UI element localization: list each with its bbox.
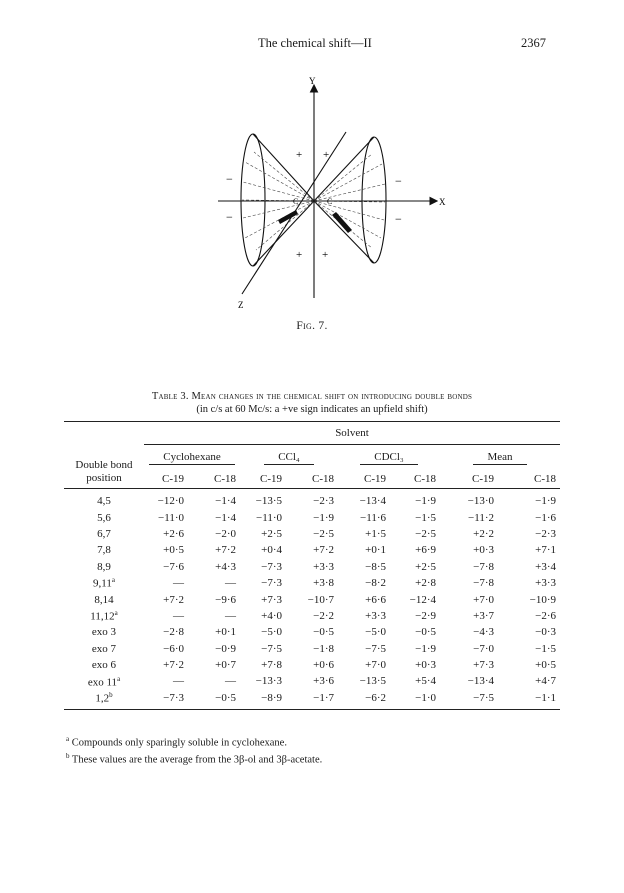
shift-value: — [225, 675, 236, 688]
shift-value: +0·5 [535, 659, 556, 672]
shift-value: −1·5 [415, 511, 436, 524]
shift-value: −10·9 [529, 593, 556, 606]
shift-value: +3·3 [313, 560, 334, 573]
shift-value: −1·9 [415, 495, 436, 508]
table-row [64, 542, 560, 558]
double-bond-position: 7,8 [97, 544, 111, 557]
footnote-b: $^b$ These values are the average from the 3β-ol and 3β-acetate. [66, 751, 323, 765]
shift-value: −2·5 [313, 527, 334, 540]
shift-value: −7·6 [163, 560, 184, 573]
shift-value: +3·4 [535, 560, 556, 573]
figure-caption: Fig. 7. [296, 320, 328, 332]
table-caption [0, 390, 624, 416]
table-caption-subtitle: (in c/s at 60 Mc/s: a +ve sign indicates an upfield shift) [196, 404, 428, 415]
sign-left-upper: − [226, 172, 233, 186]
shift-value: — [225, 609, 236, 622]
chemical-shift-table [64, 421, 560, 710]
table-row [64, 641, 560, 657]
shift-value: +5·4 [415, 675, 436, 688]
shift-value: +7·8 [261, 659, 282, 672]
running-title: The chemical shift—II [258, 36, 372, 50]
table-row [64, 673, 560, 689]
subcol-header: C-18 [534, 473, 556, 485]
subcol-header: C-18 [214, 473, 236, 485]
page-number: 2367 [521, 36, 546, 50]
shift-value: −7·8 [473, 560, 494, 573]
shift-value: −5·0 [365, 626, 386, 639]
shift-value: +0·5 [163, 544, 184, 557]
shift-value: −7·3 [261, 560, 282, 573]
shift-value: −2·5 [415, 527, 436, 540]
table-row [64, 509, 560, 525]
double-bond-position: 6,7 [97, 527, 111, 540]
shift-value: −1·1 [535, 691, 556, 704]
shift-value: −11·2 [468, 511, 494, 524]
sign-upper-left: + [296, 149, 303, 161]
double-bond-position: 1,2$^b$ [95, 691, 113, 705]
table-row [64, 690, 560, 710]
shift-value: +0·7 [215, 659, 236, 672]
shift-value: −2·3 [313, 495, 334, 508]
shift-value: −1·9 [535, 495, 556, 508]
shift-value: +0·1 [365, 544, 386, 557]
subcol-header: C-19 [260, 473, 282, 485]
shift-value: −11·0 [158, 511, 184, 524]
table-caption-title: Table 3. Mean changes in the chemical shift on introducing double bonds [151, 391, 473, 402]
shift-value: +6·6 [365, 593, 386, 606]
shift-value: +4·0 [261, 609, 282, 622]
sign-lower-right: + [322, 249, 329, 261]
solvent-header: Solvent [144, 422, 560, 445]
footnote-mark: a [117, 674, 121, 683]
shift-value: +0·3 [415, 659, 436, 672]
footnote-mark: a [114, 609, 118, 618]
shift-value: −13·0 [467, 495, 494, 508]
shift-value: −4·3 [473, 626, 494, 639]
shift-value: +2·8 [415, 577, 436, 590]
subcol-header: C-19 [472, 473, 494, 485]
footnote-mark: a [111, 576, 115, 585]
shift-value: +0·4 [261, 544, 282, 557]
table-row [64, 575, 560, 591]
subcol-header: C-18 [312, 473, 334, 485]
footnotes [66, 733, 546, 766]
shift-value: −2·8 [163, 626, 184, 639]
shift-value: +7·2 [215, 544, 236, 557]
shift-value: −10·7 [307, 593, 334, 606]
position-header-line2: position [86, 472, 122, 484]
shift-value: +3·8 [313, 577, 334, 590]
shift-value: −7·0 [473, 642, 494, 655]
table-row [64, 608, 560, 624]
shift-value: +2·5 [415, 560, 436, 573]
sign-right-lower: − [395, 212, 402, 226]
shift-value: +7·3 [261, 593, 282, 606]
shift-value: −7·5 [473, 691, 494, 704]
shift-value: −7·3 [261, 577, 282, 590]
shift-value: — [173, 609, 184, 622]
table-row [64, 489, 560, 510]
shift-value: +2·2 [473, 527, 494, 540]
shift-value: −1·4 [215, 495, 236, 508]
group-cyclohexane: Cyclohexane [144, 445, 240, 466]
shift-value: −12·4 [409, 593, 436, 606]
shift-value: −2·3 [535, 527, 556, 540]
shift-value: −13·4 [359, 495, 386, 508]
group-ccl4: CCl₄ [240, 445, 338, 466]
figure-double-cone [196, 72, 456, 322]
shift-value: −0·5 [313, 626, 334, 639]
double-cone-diagram [196, 72, 456, 322]
shift-value: −11·6 [360, 511, 386, 524]
table-row [64, 559, 560, 575]
double-bond-position: 5,6 [97, 511, 111, 524]
origin-label-right: C [327, 197, 333, 206]
shift-value: +3·3 [365, 609, 386, 622]
double-bond-position: exo 7 [91, 642, 117, 655]
shift-value: +7·2 [163, 593, 184, 606]
shift-value: +4·7 [535, 675, 556, 688]
shift-value: −0·9 [215, 642, 236, 655]
axes [218, 86, 436, 298]
shift-value: −2·0 [215, 527, 236, 540]
shift-value: −12·0 [157, 495, 184, 508]
shift-value: −1·5 [535, 642, 556, 655]
shift-value: −9·6 [215, 593, 236, 606]
shift-value: +1·5 [365, 527, 386, 540]
double-bond-position: exo 11$^a$ [87, 674, 121, 689]
shift-value: −0·5 [215, 691, 236, 704]
footnote-mark: b [109, 691, 113, 700]
shift-value: +2·6 [163, 527, 184, 540]
shift-value: −2·2 [313, 609, 334, 622]
axis-label-y: Y [309, 76, 316, 86]
shift-value: −1·8 [313, 642, 334, 655]
position-header [64, 445, 144, 489]
shift-value: +7·3 [473, 659, 494, 672]
shift-value: −0·5 [415, 626, 436, 639]
shift-value: — [225, 577, 236, 590]
sign-left-lower: − [226, 210, 233, 224]
shift-value: +0·3 [473, 544, 494, 557]
origin-label-left: C [293, 197, 299, 206]
group-cdcl3: CDCl₃ [338, 445, 440, 466]
double-bond-position: exo 6 [91, 659, 117, 672]
table-row [64, 591, 560, 607]
sign-upper-right: + [323, 149, 330, 161]
shift-value: −7·8 [473, 577, 494, 590]
shift-value: +3·3 [535, 577, 556, 590]
subcol-header: C-19 [364, 473, 386, 485]
footnote-a: $^a$ Compounds only sparingly soluble in cyclohexane. [66, 735, 287, 749]
shift-value: +7·0 [365, 659, 386, 672]
double-bond-position: 8,9 [97, 560, 111, 573]
shift-value: −1·7 [313, 691, 334, 704]
shift-value: −6·2 [365, 691, 386, 704]
shift-value: −7·5 [365, 642, 386, 655]
shift-value: +6·9 [415, 544, 436, 557]
shift-value: −11·0 [256, 511, 282, 524]
group-mean: Mean [440, 445, 560, 466]
shift-value: −1·0 [415, 691, 436, 704]
shift-value: +0·6 [313, 659, 334, 672]
table-row [64, 657, 560, 673]
shift-value: −13·3 [255, 675, 282, 688]
shift-value: — [173, 577, 184, 590]
shift-value: −8·5 [365, 560, 386, 573]
shift-value: −0·3 [535, 626, 556, 639]
subcol-header: C-19 [162, 473, 184, 485]
subcol-header: C-18 [414, 473, 436, 485]
shift-value: +7·2 [163, 659, 184, 672]
sign-lower-left: + [296, 249, 303, 261]
shift-value: +7·2 [313, 544, 334, 557]
shift-value: −2·6 [535, 609, 556, 622]
shift-value: −1·6 [535, 511, 556, 524]
shift-value: +3·6 [313, 675, 334, 688]
shift-value: −1·4 [215, 511, 236, 524]
axis-label-x: X [439, 197, 446, 207]
shift-value: — [173, 675, 184, 688]
position-header-line1: Double bond [75, 459, 133, 471]
shift-value: −13·5 [255, 495, 282, 508]
shift-value: +2·5 [261, 527, 282, 540]
running-head [0, 36, 624, 52]
table-body [64, 489, 560, 710]
shift-value: +7·0 [473, 593, 494, 606]
shift-value: −7·3 [163, 691, 184, 704]
sign-right-upper: − [395, 174, 402, 188]
shift-value: −7·5 [261, 642, 282, 655]
double-bond-position: 9,11$^a$ [93, 576, 115, 590]
shift-value: +0·1 [215, 626, 236, 639]
shift-value: −1·9 [313, 511, 334, 524]
double-bond-position: exo 3 [91, 626, 117, 639]
double-bond-position: 4,5 [97, 495, 111, 508]
shift-value: −13·5 [359, 675, 386, 688]
shift-value: −8·9 [261, 691, 282, 704]
shift-value: −5·0 [261, 626, 282, 639]
table-row [64, 624, 560, 640]
double-bond-position: 11,12$^a$ [90, 609, 118, 623]
shift-value: −1·9 [415, 642, 436, 655]
table-row [64, 526, 560, 542]
shift-value: −2·9 [415, 609, 436, 622]
shift-value: −6·0 [163, 642, 184, 655]
double-bond-position: 8,14 [94, 593, 114, 606]
shift-value: +7·1 [535, 544, 556, 557]
shift-value: −13·4 [467, 675, 494, 688]
axis-label-z: Z [238, 300, 244, 310]
shift-value: −8·2 [365, 577, 386, 590]
shift-value: +3·7 [473, 609, 494, 622]
shift-value: +4·3 [215, 560, 236, 573]
